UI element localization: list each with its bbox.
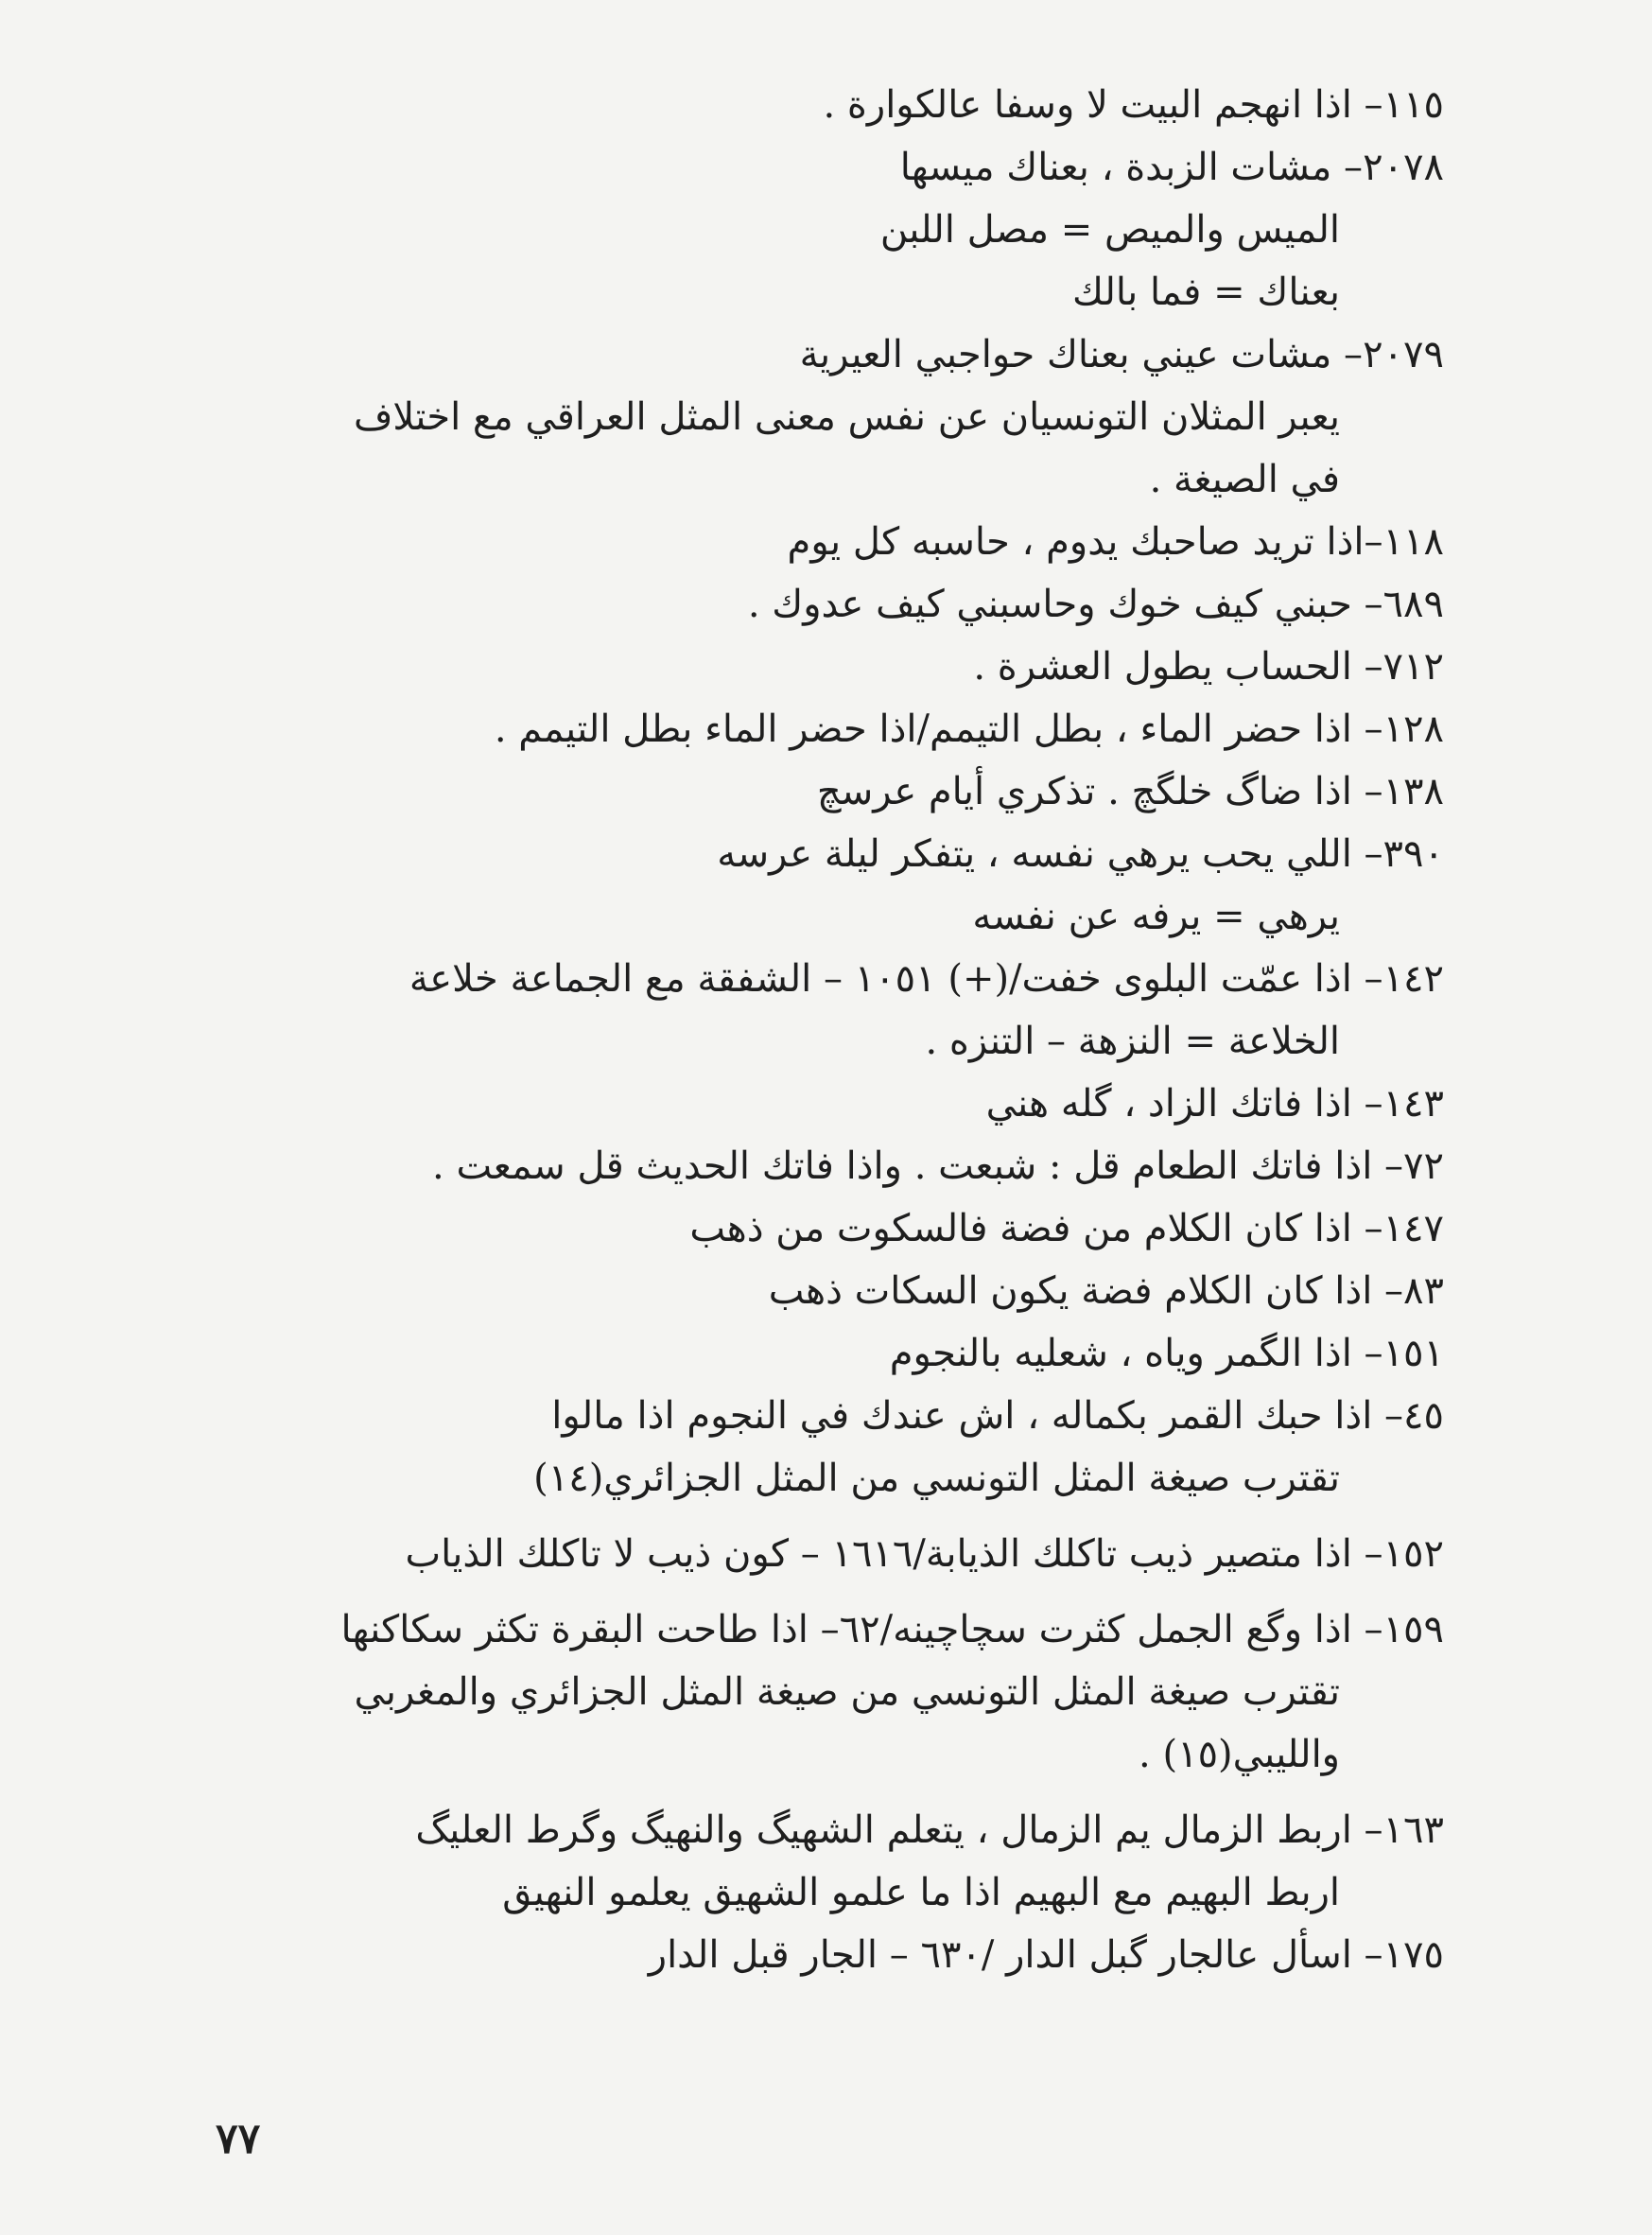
proverb-entry <box>196 760 1444 823</box>
entry-line: تقترب صيغة المثل التونسي من المثل الجزائري(١٤) <box>533 1457 1340 1500</box>
proverb-entry <box>196 1385 1444 1510</box>
proverb-entry <box>196 1523 1444 1585</box>
entry-line: ١٤٣– اذا فاتك الزاد ، گله هني <box>985 1082 1444 1126</box>
entry-line: ١٦٣– اربط الزمال يم الزمال ، يتعلم الشهيگ والنهيگ وگرط العليگ <box>415 1808 1444 1852</box>
proverb-list <box>196 74 1444 1986</box>
entry-line: اربط البهيم مع البهيم اذا ما علمو الشهيق يعلمو النهيق <box>502 1871 1340 1914</box>
entry-line: بعناك = فما بالك <box>1072 271 1340 314</box>
page-number: ٧٧ <box>216 2115 261 2163</box>
proverb-entry <box>196 136 1444 199</box>
proverb-entry <box>196 698 1444 760</box>
entry-line: ١٤٢– اذا عمّت البلوى خفت/(+) ١٠٥١ – الشفقة مع الجماعة خلاعة <box>409 957 1444 1001</box>
entry-line: ٣٩٠– اللي يحب يرهي نفسه ، يتفكر ليلة عرسه <box>717 832 1444 876</box>
entry-line: ٧١٢– الحساب يطول العشرة . <box>973 645 1444 689</box>
entry-line: ١٤٧– اذا كان الكلام من فضة فالسكوت من ذهب <box>689 1207 1444 1250</box>
entry-line: ١٥٢– اذا متصير ذيب تاكلك الذيابة/١٦١٦ – كون ذيب لا تاكلك الذياب <box>405 1532 1444 1576</box>
proverb-entry <box>196 1799 1444 1924</box>
proverb-entry <box>196 1073 1444 1135</box>
proverb-entry <box>196 511 1444 573</box>
commentary-entry <box>196 885 1444 948</box>
entry-line: ٢٠٧٨– مشات الزبدة ، بعناك ميسها <box>899 146 1444 189</box>
entry-line: والليبي(١٥) . <box>1139 1733 1340 1776</box>
proverb-entry <box>196 1197 1444 1260</box>
proverb-entry <box>196 636 1444 698</box>
proverb-entry <box>196 1598 1444 1786</box>
proverb-entry <box>196 1135 1444 1197</box>
entry-line: الخلاعة = النزهة – التنزه . <box>925 1020 1340 1063</box>
entry-line: ٨٣– اذا كان الكلام فضة يكون السكات ذهب <box>768 1269 1444 1313</box>
proverb-entry <box>196 323 1444 386</box>
entry-line: ٢٠٧٩– مشات عيني بعناك حواجبي العيرية <box>799 333 1444 376</box>
entry-line: يعبر المثلان التونسيان عن نفس معنى المثل العراقي مع اختلاف <box>353 395 1340 439</box>
proverb-entry <box>196 948 1444 1073</box>
proverb-entry <box>196 823 1444 885</box>
entry-line: ١١٥– اذا انهجم البيت لا وسفا عالكوارة . <box>823 83 1444 127</box>
proverb-entry <box>196 573 1444 636</box>
entry-line: ٤٥– اذا حبك القمر بكماله ، اش عندك في النجوم اذا مالوا <box>551 1394 1444 1438</box>
entry-line: ١٢٨– اذا حضر الماء ، بطل التيمم/اذا حضر الماء بطل التيمم . <box>494 707 1444 751</box>
proverb-entry <box>196 1924 1444 1986</box>
entry-line: في الصيغة . <box>1149 458 1340 501</box>
proverb-entry <box>196 74 1444 136</box>
commentary-entry <box>196 261 1444 323</box>
entry-line: ١١٨–اذا تريد صاحبك يدوم ، حاسبه كل يوم <box>787 520 1444 564</box>
entry-line: ١٧٥– اسأل عالجار گبل الدار /٦٣٠ – الجار قبل الدار <box>648 1933 1444 1977</box>
entry-line: ١٣٨– اذا ضاگ خلگچ . تذكري أيام عرسچ <box>816 770 1444 813</box>
entry-line: ٦٨٩– حبني كيف خوك وحاسبني كيف عدوك . <box>747 583 1444 626</box>
entry-line: يرهي = يرفه عن نفسه <box>972 895 1340 938</box>
commentary-entry <box>196 199 1444 261</box>
entry-line: ١٥١– اذا الگمر وياه ، شعليه بالنجوم <box>889 1332 1444 1375</box>
entry-line: الميس والميص = مصل اللبن <box>879 208 1340 252</box>
commentary-entry <box>196 386 1444 511</box>
entry-line: ٧٢– اذا فاتك الطعام قل : شبعت . واذا فاتك الحديث قل سمعت . <box>432 1144 1444 1188</box>
entry-line: تقترب صيغة المثل التونسي من صيغة المثل الجزائري والمغربي <box>354 1670 1340 1714</box>
proverb-entry <box>196 1260 1444 1322</box>
proverb-entry <box>196 1322 1444 1385</box>
entry-line: ١٥٩– اذا وگع الجمل كثرت سچاچينه/٦٢– اذا طاحت البقرة تكثر سكاكنها <box>340 1608 1444 1651</box>
